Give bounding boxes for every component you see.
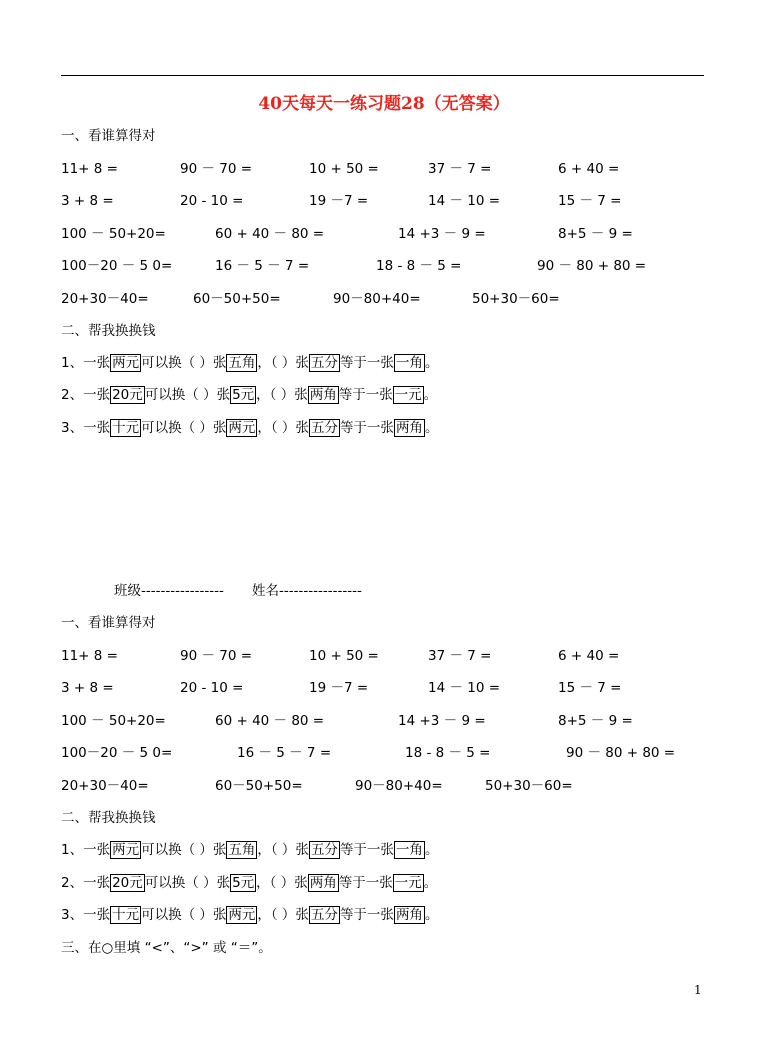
item-text: 等于一张 [338, 387, 393, 403]
boxed-note: 20元 [112, 387, 143, 403]
problem: 60 + 40 － 80 = [215, 713, 325, 729]
problem: 6 + 40 = [558, 161, 620, 177]
item-text: 等于一张 [338, 875, 393, 891]
item-text: 可以换（ ）张 [141, 420, 227, 436]
problem: 10 + 50 = [309, 161, 379, 177]
item-text: 等于一张 [339, 907, 394, 923]
item-text: 等于一张 [339, 355, 394, 371]
boxed-note: 五角 [228, 842, 256, 858]
exchange-item-3 [61, 419, 438, 437]
boxed-note: 5元 [232, 387, 255, 403]
item-text: 。 [423, 387, 438, 403]
boxed-note: 两角 [395, 420, 423, 436]
problem: 19 －7 = [309, 193, 369, 209]
problem: 18 - 8 － 5 = [405, 745, 491, 761]
boxed-note: 两角 [395, 907, 423, 923]
problem: 14 +3 － 9 = [398, 226, 486, 242]
problem: 3 + 8 = [61, 680, 114, 696]
boxed-note: 十元 [112, 907, 140, 923]
section2-heading: 二、帮我换换钱 [61, 323, 156, 339]
section2-heading: 二、帮我换换钱 [61, 810, 156, 826]
boxed-note: 两元 [228, 420, 256, 436]
boxed-note: 两角 [309, 387, 337, 403]
boxed-note: 两元 [112, 355, 140, 371]
item-text: 等于一张 [339, 842, 394, 858]
problem: 15 － 7 = [558, 193, 622, 209]
item-text: ，（ ）张 [257, 420, 309, 436]
problem: 50+30－60= [485, 778, 573, 794]
exchange-item-2 [61, 386, 437, 404]
item-text: 可以换（ ）张 [141, 842, 227, 858]
problem: 37 － 7 = [428, 648, 492, 664]
problem: 10 + 50 = [309, 648, 379, 664]
problem: 100－20 － 5 0= [61, 258, 173, 274]
page-title: 40天每天一练习题28（无答案） [258, 94, 510, 114]
problem: 60 + 40 － 80 = [215, 226, 325, 242]
item-text: 2、一张 [61, 387, 111, 403]
header-rule [61, 75, 704, 76]
problem: 8+5 － 9 = [558, 226, 633, 242]
section3-heading: 三、在○里填 “<”、“>” 或 “＝”。 [61, 940, 272, 956]
item-text: 可以换（ ）张 [144, 875, 231, 891]
problem: 16 － 5 － 7 = [215, 258, 310, 274]
problem: 11+ 8 = [61, 648, 118, 664]
name-field: 姓名----------------- [252, 583, 362, 599]
boxed-note: 5元 [232, 875, 255, 891]
item-text: 。 [423, 875, 438, 891]
boxed-note: 五分 [310, 907, 338, 923]
page-number: 1 [694, 983, 702, 997]
problem: 20+30－40= [61, 778, 149, 794]
boxed-note: 一角 [395, 355, 423, 371]
boxed-note: 一角 [395, 842, 423, 858]
section1-heading: 一、看谁算得对 [61, 128, 156, 144]
problem: 90 － 80 + 80 = [537, 258, 647, 274]
problem: 60－50+50= [215, 778, 303, 794]
item-text: 3、一张 [61, 420, 111, 436]
problem: 14 － 10 = [428, 193, 501, 209]
boxed-note: 五分 [310, 420, 338, 436]
problem: 100－20 － 5 0= [61, 745, 173, 761]
boxed-note: 五角 [228, 355, 256, 371]
exchange-item-1 [61, 841, 438, 859]
problem: 90 － 80 + 80 = [566, 745, 676, 761]
item-text: 3、一张 [61, 907, 111, 923]
problem: 60－50+50= [193, 291, 281, 307]
problem: 14 +3 － 9 = [398, 713, 486, 729]
item-text: ，（ ）张 [257, 907, 309, 923]
boxed-note: 两角 [309, 875, 337, 891]
problem: 19 －7 = [309, 680, 369, 696]
item-text: 等于一张 [339, 420, 394, 436]
problem: 100 － 50+20= [61, 226, 166, 242]
problem: 14 － 10 = [428, 680, 501, 696]
problem: 50+30－60= [472, 291, 560, 307]
section1-heading: 一、看谁算得对 [61, 615, 156, 631]
item-text: 1、一张 [61, 355, 111, 371]
problem: 90－80+40= [355, 778, 443, 794]
problem: 20 - 10 = [180, 680, 244, 696]
item-text: 可以换（ ）张 [144, 387, 231, 403]
problem: 20+30－40= [61, 291, 149, 307]
item-text: ，（ ）张 [257, 355, 309, 371]
exchange-item-1 [61, 354, 438, 372]
boxed-note: 两元 [112, 842, 140, 858]
item-text: ，（ ）张 [256, 875, 308, 891]
problem: 90 － 70 = [180, 648, 253, 664]
problem: 18 - 8 － 5 = [376, 258, 462, 274]
exchange-item-3 [61, 906, 438, 924]
problem: 16 － 5 － 7 = [237, 745, 332, 761]
boxed-note: 20元 [112, 875, 143, 891]
item-text: 。 [424, 420, 439, 436]
problem: 90 － 70 = [180, 161, 253, 177]
problem: 6 + 40 = [558, 648, 620, 664]
item-text: 。 [424, 842, 439, 858]
item-text: 2、一张 [61, 875, 111, 891]
problem: 20 - 10 = [180, 193, 244, 209]
problem: 37 － 7 = [428, 161, 492, 177]
boxed-note: 五分 [310, 355, 338, 371]
boxed-note: 五分 [310, 842, 338, 858]
item-text: ，（ ）张 [257, 842, 309, 858]
boxed-note: 十元 [112, 420, 140, 436]
item-text: 可以换（ ）张 [141, 907, 227, 923]
problem: 100 － 50+20= [61, 713, 166, 729]
problem: 90－80+40= [333, 291, 421, 307]
boxed-note: 两元 [228, 907, 256, 923]
problem: 3 + 8 = [61, 193, 114, 209]
item-text: 。 [424, 355, 439, 371]
item-text: 可以换（ ）张 [141, 355, 227, 371]
boxed-note: 一元 [394, 875, 422, 891]
problem: 15 － 7 = [558, 680, 622, 696]
item-text: ，（ ）张 [256, 387, 308, 403]
problem: 11+ 8 = [61, 161, 118, 177]
item-text: 1、一张 [61, 842, 111, 858]
class-field: 班级----------------- [114, 583, 224, 599]
boxed-note: 一元 [394, 387, 422, 403]
exchange-item-2 [61, 874, 437, 892]
item-text: 。 [424, 907, 439, 923]
problem: 8+5 － 9 = [558, 713, 633, 729]
